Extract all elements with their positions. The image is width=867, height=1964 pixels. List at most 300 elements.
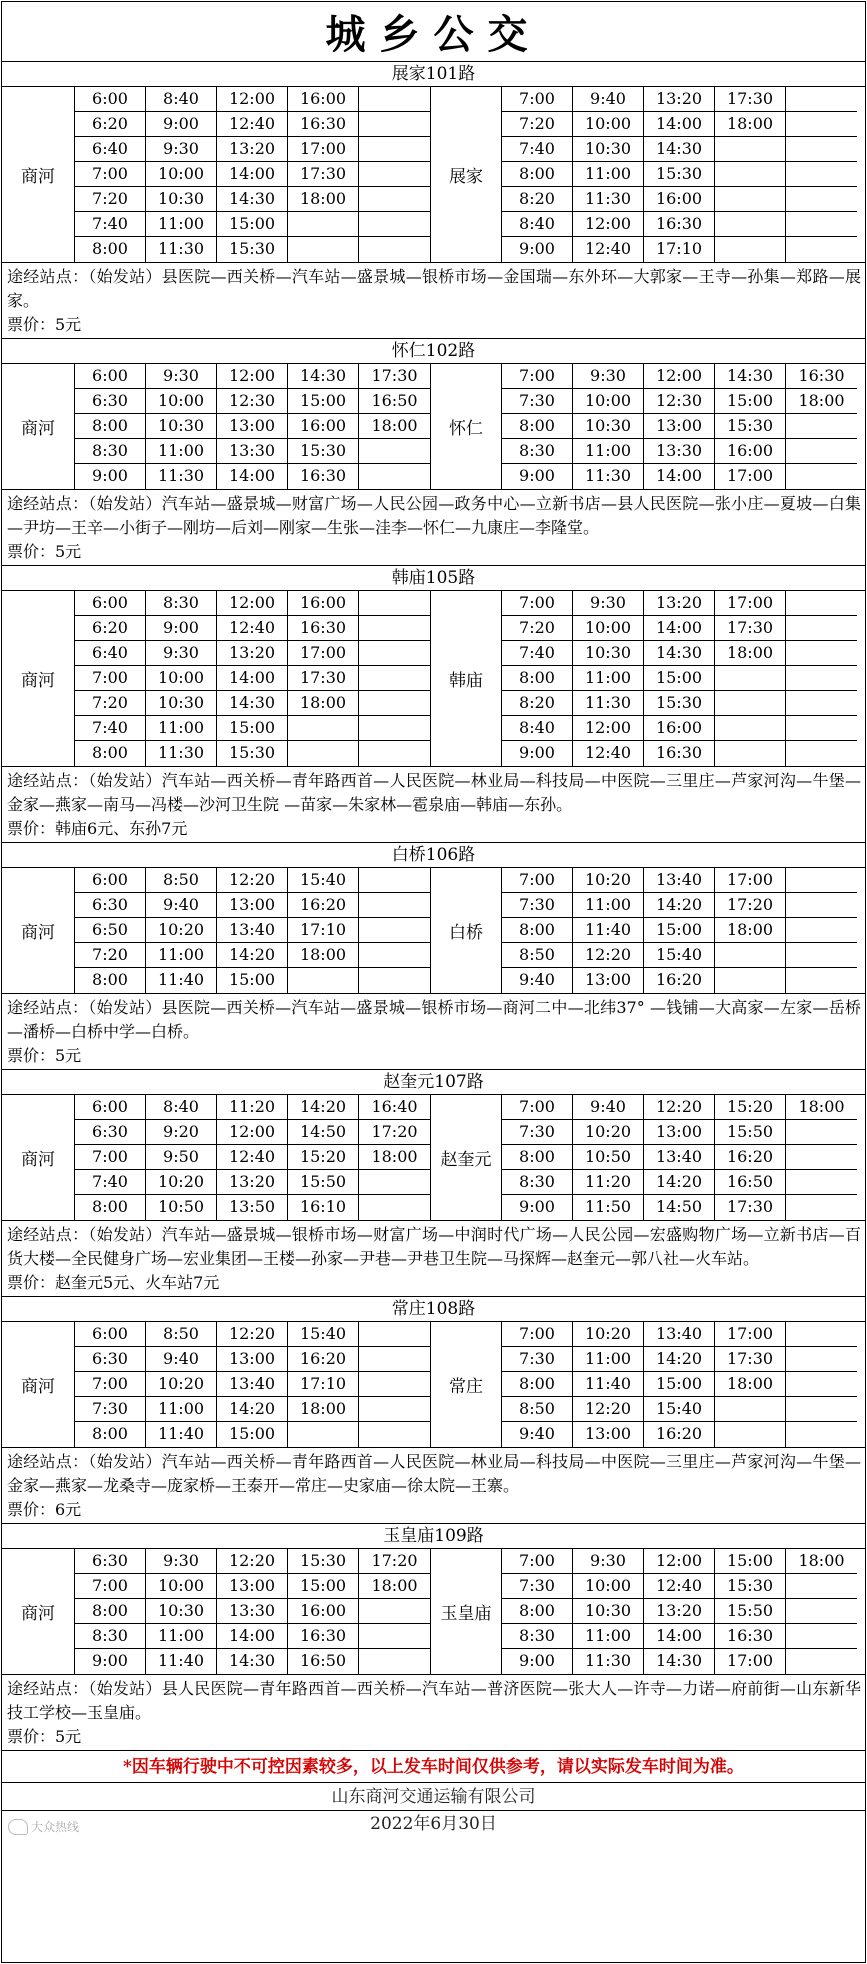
departure-time-cell: 9:30 [573, 364, 644, 389]
timetable-sheet [1, 1, 866, 1963]
departure-time-cell: 15:00 [644, 1372, 715, 1397]
departure-time-cell [786, 162, 857, 187]
departure-time-cell [786, 1649, 857, 1674]
departure-time-cell: 15:30 [288, 439, 359, 464]
departure-time-cell [359, 1599, 430, 1624]
route-timetable [2, 87, 865, 262]
departure-time-cell: 17:10 [288, 918, 359, 943]
departure-time-cell: 10:30 [573, 137, 644, 162]
page-title: 城乡公交 [2, 2, 865, 62]
departure-time-cell [359, 666, 430, 691]
departure-time-cell: 11:30 [573, 187, 644, 212]
departure-time-cell [359, 187, 430, 212]
departure-time-cell: 11:00 [146, 1624, 217, 1649]
departure-time-cell: 8:50 [146, 868, 217, 893]
route-fare: 票价：赵奎元5元、火车站7元 [7, 1273, 220, 1292]
departure-time-cell: 6:00 [75, 364, 146, 389]
departure-time-cell [786, 591, 857, 616]
departure-time-cell: 10:00 [573, 616, 644, 641]
departure-time-cell: 11:00 [573, 162, 644, 187]
departure-time-cell: 18:00 [715, 112, 786, 137]
departure-time-cell [786, 666, 857, 691]
departure-time-cell [359, 439, 430, 464]
departure-time-cell: 11:00 [146, 1397, 217, 1422]
departure-grid [502, 87, 857, 262]
departure-time-cell: 7:00 [502, 591, 573, 616]
departure-time-cell [359, 591, 430, 616]
departure-time-cell: 15:30 [217, 741, 288, 766]
departure-time-cell: 10:00 [146, 1574, 217, 1599]
departure-time-cell: 14:50 [644, 1195, 715, 1220]
departure-time-cell: 13:20 [217, 641, 288, 666]
departure-time-cell: 15:00 [644, 918, 715, 943]
departure-time-cell: 11:40 [573, 918, 644, 943]
departure-time-cell [288, 716, 359, 741]
departure-time-cell: 7:00 [75, 1145, 146, 1170]
departure-time-cell: 12:20 [217, 1549, 288, 1574]
departure-time-cell [288, 968, 359, 993]
departure-time-cell: 17:00 [715, 868, 786, 893]
departure-grid [75, 87, 430, 262]
departure-time-cell [359, 616, 430, 641]
departure-time-cell: 14:00 [217, 1624, 288, 1649]
departure-time-cell: 17:20 [359, 1120, 430, 1145]
departure-time-cell: 16:40 [359, 1095, 430, 1120]
departure-time-cell: 9:40 [573, 87, 644, 112]
departure-time-cell: 13:40 [217, 918, 288, 943]
departure-time-cell: 16:00 [288, 1599, 359, 1624]
departure-time-cell [786, 1574, 857, 1599]
departure-time-cell: 6:30 [75, 893, 146, 918]
departure-time-cell: 11:00 [573, 893, 644, 918]
departure-time-cell [359, 1372, 430, 1397]
origin-stop-label: 商河 [2, 1549, 75, 1674]
departure-time-cell: 11:00 [573, 1624, 644, 1649]
departure-time-cell: 10:00 [573, 112, 644, 137]
departure-time-cell: 8:00 [502, 1145, 573, 1170]
departure-time-cell: 14:50 [288, 1120, 359, 1145]
departure-time-cell: 7:00 [502, 364, 573, 389]
departure-time-cell: 7:00 [75, 1372, 146, 1397]
departure-time-cell [786, 968, 857, 993]
departure-time-cell [786, 691, 857, 716]
departure-time-cell: 7:30 [502, 389, 573, 414]
departure-time-cell: 7:00 [502, 1549, 573, 1574]
departure-time-cell: 9:30 [146, 1549, 217, 1574]
departure-time-cell: 12:30 [217, 389, 288, 414]
departure-time-cell [786, 87, 857, 112]
departure-time-cell: 14:00 [217, 666, 288, 691]
departure-time-cell: 16:00 [644, 187, 715, 212]
route-section [2, 566, 865, 843]
departure-time-cell [359, 868, 430, 893]
departure-time-cell: 15:50 [288, 1170, 359, 1195]
route-title: 玉皇庙109路 [2, 1524, 865, 1549]
departure-time-cell: 9:30 [146, 137, 217, 162]
departure-time-cell: 12:00 [217, 364, 288, 389]
terminus-stop-label: 展家 [430, 87, 502, 262]
departure-time-cell: 7:20 [75, 691, 146, 716]
departure-time-cell: 14:00 [644, 464, 715, 489]
departure-time-cell: 16:20 [715, 1145, 786, 1170]
departure-time-cell [715, 162, 786, 187]
departure-time-cell: 11:00 [146, 716, 217, 741]
departure-time-cell: 13:00 [217, 1347, 288, 1372]
departure-time-cell: 8:40 [502, 716, 573, 741]
terminus-stop-label: 常庄 [430, 1322, 502, 1447]
departure-time-cell: 16:30 [715, 1624, 786, 1649]
departure-time-cell: 7:40 [75, 212, 146, 237]
departure-time-cell: 11:30 [146, 237, 217, 262]
departure-time-cell: 14:30 [715, 364, 786, 389]
departure-time-cell [359, 112, 430, 137]
departure-time-cell: 10:20 [573, 868, 644, 893]
departure-time-cell: 7:00 [502, 868, 573, 893]
departure-time-cell [359, 641, 430, 666]
departure-time-cell [715, 691, 786, 716]
departure-time-cell: 7:40 [502, 641, 573, 666]
route-section [2, 62, 865, 339]
departure-time-cell: 17:00 [288, 641, 359, 666]
departure-time-cell [359, 162, 430, 187]
departure-time-cell: 15:00 [644, 666, 715, 691]
departure-time-cell: 6:20 [75, 616, 146, 641]
departure-time-cell: 16:20 [288, 1347, 359, 1372]
departure-time-cell: 17:10 [288, 1372, 359, 1397]
departure-time-cell: 10:50 [573, 1145, 644, 1170]
departure-time-cell [288, 741, 359, 766]
departure-grid [502, 1322, 857, 1447]
route-fare: 票价：韩庙6元、东孙7元 [7, 819, 188, 838]
departure-time-cell: 9:20 [146, 1120, 217, 1145]
departure-time-cell: 14:20 [644, 1170, 715, 1195]
departure-time-cell: 7:00 [502, 1095, 573, 1120]
route-title: 展家101路 [2, 62, 865, 87]
departure-time-cell: 11:30 [573, 464, 644, 489]
departure-time-cell [786, 641, 857, 666]
departure-time-cell: 11:30 [146, 464, 217, 489]
departure-time-cell: 8:00 [502, 918, 573, 943]
departure-time-cell [786, 187, 857, 212]
routes-container [2, 62, 865, 1751]
departure-time-cell [715, 137, 786, 162]
origin-stop-label: 商河 [2, 87, 75, 262]
departure-time-cell: 10:20 [146, 918, 217, 943]
departure-time-cell: 17:20 [715, 893, 786, 918]
departure-time-cell [786, 716, 857, 741]
departure-time-cell [715, 716, 786, 741]
departure-time-cell: 9:00 [502, 237, 573, 262]
departure-time-cell: 10:30 [146, 414, 217, 439]
departure-time-cell: 7:20 [75, 943, 146, 968]
departure-time-cell: 8:00 [75, 741, 146, 766]
route-timetable [2, 1549, 865, 1674]
departure-time-cell: 11:00 [146, 943, 217, 968]
departure-time-cell: 16:30 [288, 112, 359, 137]
route-fare: 票价：5元 [7, 1727, 82, 1746]
departure-time-cell: 11:00 [573, 666, 644, 691]
departure-time-cell: 14:30 [217, 691, 288, 716]
departure-time-cell: 12:20 [573, 943, 644, 968]
departure-time-cell: 18:00 [715, 918, 786, 943]
departure-time-cell [715, 741, 786, 766]
departure-time-cell: 15:30 [288, 1549, 359, 1574]
departure-time-cell: 18:00 [715, 641, 786, 666]
departure-time-cell: 9:00 [146, 112, 217, 137]
departure-time-cell: 18:00 [359, 1574, 430, 1599]
departure-time-cell [786, 1322, 857, 1347]
departure-time-cell: 17:30 [288, 162, 359, 187]
terminus-stop-label: 怀仁 [430, 364, 502, 489]
departure-time-cell: 15:30 [217, 237, 288, 262]
departure-time-cell: 11:40 [573, 1372, 644, 1397]
departure-grid [502, 868, 857, 993]
departure-time-cell: 6:00 [75, 1322, 146, 1347]
departure-time-cell [786, 112, 857, 137]
departure-time-cell: 8:50 [502, 943, 573, 968]
departure-time-cell: 12:40 [573, 237, 644, 262]
departure-time-cell: 16:30 [786, 364, 857, 389]
route-timetable [2, 364, 865, 489]
departure-time-cell: 14:00 [217, 464, 288, 489]
departure-time-cell: 7:20 [502, 616, 573, 641]
departure-time-cell: 8:40 [146, 87, 217, 112]
departure-time-cell [359, 137, 430, 162]
departure-time-cell: 11:20 [217, 1095, 288, 1120]
departure-time-cell [359, 691, 430, 716]
departure-time-cell: 7:00 [75, 162, 146, 187]
departure-time-cell: 10:30 [146, 187, 217, 212]
departure-time-cell [715, 943, 786, 968]
departure-time-cell: 8:30 [75, 1624, 146, 1649]
departure-time-cell: 11:00 [146, 212, 217, 237]
departure-time-cell: 8:20 [502, 187, 573, 212]
departure-time-cell: 15:40 [288, 868, 359, 893]
departure-time-cell [786, 1599, 857, 1624]
departure-time-cell: 12:00 [573, 716, 644, 741]
departure-time-cell: 7:40 [75, 1170, 146, 1195]
departure-time-cell: 13:30 [217, 1599, 288, 1624]
departure-time-cell: 8:00 [75, 1599, 146, 1624]
departure-time-cell: 11:00 [146, 439, 217, 464]
departure-time-cell: 6:30 [75, 389, 146, 414]
departure-time-cell: 8:00 [75, 1422, 146, 1447]
departure-time-cell [786, 212, 857, 237]
departure-time-cell: 15:40 [288, 1322, 359, 1347]
departure-time-cell: 13:00 [217, 414, 288, 439]
route-timetable [2, 868, 865, 993]
departure-time-cell [359, 212, 430, 237]
departure-time-cell: 8:00 [502, 414, 573, 439]
departure-time-cell: 18:00 [786, 389, 857, 414]
origin-stop-label: 商河 [2, 1322, 75, 1447]
departure-time-cell: 16:30 [288, 616, 359, 641]
departure-time-cell: 12:00 [217, 87, 288, 112]
departure-time-cell [359, 968, 430, 993]
departure-time-cell: 10:30 [573, 1599, 644, 1624]
departure-time-cell: 6:20 [75, 112, 146, 137]
departure-time-cell [359, 464, 430, 489]
route-stops: 途经站点：（始发站）汽车站—盛景城—银桥市场—财富广场—中润时代广场—人民公园—宏盛购物广场—立新书店—百货大楼—全民健身广场—宏业集团—王楼—孙家—尹巷—尹巷卫生院—马探辉—赵奎元—郭八社—火车站。 [2, 1220, 865, 1271]
route-section [2, 843, 865, 1070]
departure-time-cell: 18:00 [288, 943, 359, 968]
departure-time-cell: 16:30 [644, 212, 715, 237]
departure-time-cell: 18:00 [288, 691, 359, 716]
departure-time-cell: 15:00 [288, 1574, 359, 1599]
departure-time-cell: 9:40 [502, 1422, 573, 1447]
route-timetable [2, 1322, 865, 1447]
departure-time-cell: 16:30 [288, 1624, 359, 1649]
departure-time-cell: 12:00 [217, 1120, 288, 1145]
departure-time-cell: 11:20 [573, 1170, 644, 1195]
departure-time-cell: 8:00 [502, 666, 573, 691]
departure-time-cell: 7:30 [502, 893, 573, 918]
departure-time-cell: 9:40 [146, 893, 217, 918]
origin-stop-label: 商河 [2, 1095, 75, 1220]
departure-time-cell [715, 968, 786, 993]
route-fare: 票价：5元 [7, 1046, 82, 1065]
departure-time-cell [786, 439, 857, 464]
departure-time-cell: 9:00 [75, 464, 146, 489]
departure-time-cell: 13:00 [644, 414, 715, 439]
departure-time-cell: 9:00 [75, 1649, 146, 1674]
departure-time-cell [359, 1422, 430, 1447]
route-fare: 票价：5元 [7, 542, 82, 561]
departure-time-cell: 16:00 [288, 591, 359, 616]
departure-time-cell: 14:20 [217, 943, 288, 968]
departure-time-cell [786, 1624, 857, 1649]
departure-time-cell: 14:30 [644, 1649, 715, 1674]
departure-time-cell: 13:00 [573, 1422, 644, 1447]
departure-time-cell [786, 893, 857, 918]
departure-time-cell: 16:20 [288, 893, 359, 918]
departure-time-cell: 9:00 [502, 1649, 573, 1674]
departure-time-cell: 7:00 [75, 1574, 146, 1599]
departure-time-cell: 15:00 [715, 389, 786, 414]
departure-time-cell [359, 918, 430, 943]
departure-time-cell: 9:30 [573, 1549, 644, 1574]
route-stops: 途经站点：（始发站）汽车站—西关桥—青年路西首—人民医院—林业局—科技局—中医院—三里庄—芦家河沟—牛堡—金家—燕家—龙桑寺—庞家桥—王泰开—常庄—史家庙—徐太院—王寨。 [2, 1447, 865, 1498]
route-fare: 票价：5元 [7, 315, 82, 334]
departure-time-cell [786, 1195, 857, 1220]
departure-time-cell: 8:30 [502, 439, 573, 464]
departure-time-cell: 13:00 [573, 968, 644, 993]
departure-time-cell [359, 87, 430, 112]
departure-time-cell: 11:00 [573, 439, 644, 464]
departure-time-cell [786, 741, 857, 766]
departure-time-cell [359, 893, 430, 918]
departure-time-cell: 10:20 [573, 1322, 644, 1347]
departure-time-cell: 17:30 [715, 616, 786, 641]
departure-time-cell: 8:00 [502, 1372, 573, 1397]
departure-time-cell: 9:00 [502, 741, 573, 766]
departure-time-cell: 14:30 [217, 1649, 288, 1674]
departure-time-cell [359, 1195, 430, 1220]
departure-time-cell: 14:30 [217, 187, 288, 212]
departure-time-cell: 13:20 [644, 1599, 715, 1624]
departure-time-cell: 12:40 [217, 1145, 288, 1170]
departure-time-cell: 8:40 [502, 212, 573, 237]
departure-time-cell: 13:40 [644, 868, 715, 893]
watermark-text: 大众热线 [31, 1820, 80, 1834]
departure-time-cell: 6:00 [75, 87, 146, 112]
departure-time-cell: 8:00 [75, 1195, 146, 1220]
departure-time-cell: 12:40 [573, 741, 644, 766]
departure-time-cell: 15:20 [715, 1095, 786, 1120]
departure-grid [502, 1549, 857, 1674]
departure-time-cell: 10:50 [146, 1195, 217, 1220]
departure-time-cell: 16:00 [715, 439, 786, 464]
departure-time-cell: 8:20 [502, 691, 573, 716]
departure-time-cell [786, 616, 857, 641]
departure-time-cell: 14:30 [644, 641, 715, 666]
departure-time-cell: 16:30 [288, 464, 359, 489]
departure-time-cell: 15:30 [715, 1574, 786, 1599]
departure-time-cell [786, 464, 857, 489]
departure-grid [75, 868, 430, 993]
departure-time-cell [715, 212, 786, 237]
departure-time-cell: 7:40 [502, 137, 573, 162]
footer-date [2, 1811, 865, 1837]
departure-time-cell: 17:10 [644, 237, 715, 262]
departure-time-cell: 8:50 [502, 1397, 573, 1422]
departure-time-cell [786, 1170, 857, 1195]
departure-time-cell: 6:30 [75, 1120, 146, 1145]
route-title: 常庄108路 [2, 1297, 865, 1322]
departure-time-cell: 13:30 [644, 439, 715, 464]
departure-time-cell: 7:20 [75, 187, 146, 212]
departure-time-cell: 13:20 [644, 87, 715, 112]
departure-time-cell: 15:30 [715, 414, 786, 439]
departure-time-cell: 17:30 [715, 1195, 786, 1220]
departure-time-cell: 15:00 [288, 389, 359, 414]
departure-time-cell [715, 1422, 786, 1447]
departure-time-cell: 16:50 [359, 389, 430, 414]
departure-time-cell: 15:20 [288, 1145, 359, 1170]
departure-time-cell: 8:00 [75, 237, 146, 262]
company-name: 山东商河交通运输有限公司 [2, 1783, 865, 1811]
terminus-stop-label: 玉皇庙 [430, 1549, 502, 1674]
departure-time-cell: 13:20 [217, 1170, 288, 1195]
departure-time-cell [786, 1422, 857, 1447]
route-section [2, 339, 865, 566]
departure-time-cell: 7:30 [75, 1397, 146, 1422]
departure-time-cell: 12:00 [217, 591, 288, 616]
departure-time-cell: 13:30 [217, 439, 288, 464]
departure-time-cell: 10:30 [146, 1599, 217, 1624]
departure-time-cell: 8:30 [146, 591, 217, 616]
departure-grid [502, 591, 857, 766]
departure-time-cell: 9:30 [573, 591, 644, 616]
departure-time-cell: 11:30 [573, 1649, 644, 1674]
departure-time-cell: 7:00 [502, 87, 573, 112]
route-stops: 途经站点：（始发站）县医院—西关桥—汽车站—盛景城—银桥市场—金国瑞—东外环—大郭家—王寺—孙集—郑路—展家。 [2, 262, 865, 313]
departure-time-cell: 14:30 [288, 364, 359, 389]
departure-grid [502, 364, 857, 489]
departure-time-cell: 17:30 [359, 364, 430, 389]
departure-time-cell [359, 1624, 430, 1649]
departure-time-cell [288, 212, 359, 237]
departure-time-cell [359, 716, 430, 741]
departure-time-cell: 14:00 [644, 1624, 715, 1649]
departure-time-cell: 13:00 [644, 1120, 715, 1145]
departure-time-cell: 10:00 [573, 1574, 644, 1599]
departure-time-cell: 15:40 [644, 943, 715, 968]
departure-time-cell: 16:50 [288, 1649, 359, 1674]
departure-time-cell [786, 1372, 857, 1397]
departure-time-cell: 9:40 [502, 968, 573, 993]
route-stops: 途经站点：（始发站）县人民医院—青年路西首—西关桥—汽车站—普济医院—张大人—许寺—力诺—府前街—山东新华技工学校—玉皇庙。 [2, 1674, 865, 1725]
